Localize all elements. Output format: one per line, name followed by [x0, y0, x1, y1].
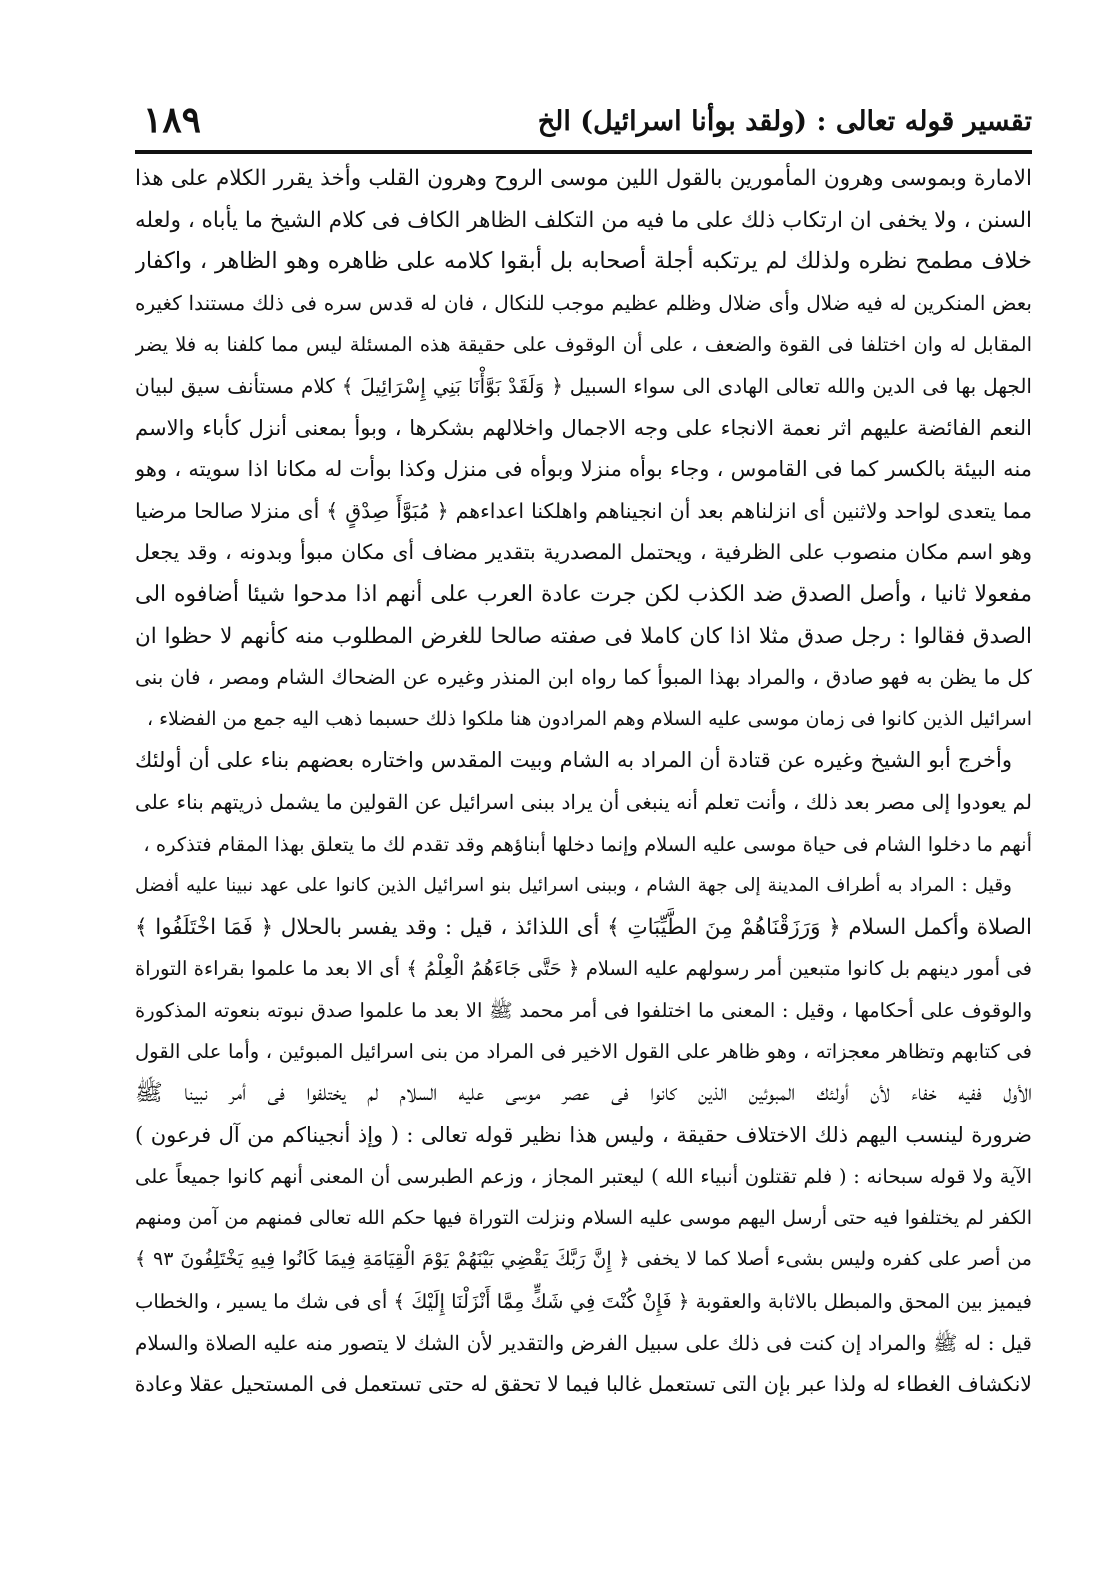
text-line: وهو اسم مكان منصوب على الظرفية ، ويحتمل المصدرية بتقدير مضاف أى مكان مبوأ وبدونه ، وقد يجعل	[135, 540, 1032, 565]
text-line: وقيل : المراد به أطراف المدينة إلى جهة الشام ، وببنى اسرائيل بنو اسرائيل الذين كانوا على عهد نبينا عليه أفضل	[135, 875, 1012, 897]
text-line: السنن ، ولا يخفى ان ارتكاب ذلك على ما فيه من التكلف الظاهر الكاف فى كلام الشيخ ما يأباه ، ولعله	[135, 207, 1032, 233]
text-line: منه البيئة بالكسر كما فى القاموس ، وجاء بوأه منزلا وبوأه فى منزل وكذا بوأت له مكانا اذا سويته ، وهو	[135, 457, 1032, 482]
text-line: وأخرج أبو الشيخ وغيره عن قتادة أن المراد به الشام وبيت المقدس واختاره بعضهم بناء على أن أولئك	[135, 748, 1012, 773]
text-line: اسرائيل الذين كانوا فى زمان موسى عليه السلام وهم المرادون هنا ملكوا ذلك حسبما ذهب اليه جمع من الفضلاء ،	[146, 707, 1032, 730]
text-line: أنهم ما دخلوا الشام فى حياة موسى عليه السلام وإنما دخلها أبناؤهم وقد تقدم لك ما يتعلق بهذا المقام فتذكره ،	[143, 832, 1032, 856]
text-line: النعم الفائضة عليهم اثر نعمة الانجاء على وجه الاجمال واخلالهم بشكرها ، وبوأ بمعنى أنزل كأباء والاسم	[135, 415, 1032, 440]
text-line: كل ما يظن به فهو صادق ، والمراد بهذا المبوأ كما رواه ابن المنذر وغيره عن الضحاك الشام ومصر ، فان بنى	[135, 665, 1032, 690]
text-line: فيميز بين المحق والمبطل بالاثابة والعقوبة ﴿ فَإِنْ كُنْتَ فِي شَكٍّ مِمَّا أَنْزَلْنَا إِلَيْكَ ﴾ أى فى شك ما يسير ، والخطاب	[135, 1290, 1032, 1314]
text-line: الصلاة وأكمل السلام ﴿ وَرَزَقْنَاهُمْ مِنَ الطَّيِّبَاتِ ﴾ أى اللذائذ ، قيل : وقد يفسر بالحلال ﴿ فَمَا اخْتَلَفُوا ﴾	[135, 914, 1032, 940]
text-line: ضرورة لينسب اليهم ذلك الاختلاف حقيقة ، وليس هذا نظير قوله تعالى : ( وإذ أنجيناكم من آل فرعون )	[135, 1122, 1032, 1147]
text-line: الامارة وبموسى وهرون المأمورين بالقول اللين موسى الروح وهرون القلب وأخذ يقرر الكلام على هذا	[135, 166, 1032, 191]
text-line: الصدق فقالوا : رجل صدق مثلا اذا كان كاملا فى صفته صالحا للغرض المطلوب منه كأنهم لا حظوا ان	[135, 623, 1032, 649]
text-line: قيل : له ﷺ والمراد إن كنت فى ذلك على سبيل الفرض والتقدير لأن الشك لا يتصور منه عليه الصلاة والسلام	[135, 1330, 1032, 1355]
text-line: مفعولا ثانيا ، وأصل الصدق ضد الكذب لكن جرت عادة العرب على أنهم اذا مدحوا شيئا أضافوه الى	[135, 581, 1032, 607]
text-line: والوقوف على أحكامها ، وقيل : المعنى ما اختلفوا فى أمر محمد ﷺ الا بعد ما علموا صدق نبوته بنعوته المذكورة	[135, 998, 1032, 1022]
text-line: المقابل له وان اختلفا فى القوة والضعف ، على أن الوقوف على حقيقة هذه المسئلة ليس مما كلفنا به فلا يضر	[135, 333, 1032, 357]
text-line: فى كتابهم وتظاهر معجزاته ، وهو ظاهر على القول الاخير فى المراد من بنى اسرائيل المبوئين ، وأما على القول	[135, 1040, 1032, 1064]
text-line: لم يعودوا إلى مصر بعد ذلك ، وأنت تعلم أنه ينبغى أن يراد ببنى اسرائيل عن القولين ما يشمل ذريتهم بناء على	[135, 789, 1032, 814]
page-number: ١٨٩	[143, 99, 202, 141]
page-header	[135, 99, 1032, 152]
text-line: الآية ولا قوله سبحانه : ( فلم تقتلون أنبياء الله ) ليعتبر المجاز ، وزعم الطبرسى أن المعنى أنهم كانوا جميعاً على	[135, 1165, 1032, 1189]
text-line: خلاف مطمح نظره ولذلك لم يرتكبه أجلة أصحابه بل أبقوا كلامه على ظاهره وهو الظاهر ، واكفار	[135, 248, 1032, 275]
text-line: من أصر على كفره وليس بشىء أصلا كما لا يخفى ﴿ إِنَّ رَبَّكَ يَقْضِي بَيْنَهُمْ يَوْمَ الْقِيَامَةِ فِيمَا كَانُوا فِيهِ يَخْتَلِفُونَ ٩٣ ﴾	[135, 1248, 1032, 1271]
text-line: بعض المنكرين له فيه ضلال وأى ضلال وظلم عظيم موجب للنكال ، فان له قدس سره فى ذلك مستندا كغيره	[135, 290, 1032, 315]
text-line: الأول ففيه خفاء لأن أولئك المبوئين الذين كانوا فى عصر موسى عليه السلام لم يختلفوا فى أمر نبينا ﷺ	[135, 1080, 1032, 1107]
text-line: مما يتعدى لواحد ولاثنين أى انزلناهم بعد أن انجيناهم واهلكنا اعداءهم ﴿ مُبَوَّأَ صِدْقٍ ﴾ أى منزلا صالحا مرضيا	[135, 498, 1032, 523]
text-line: الكفر لم يختلفوا فيه حتى أرسل اليهم موسى عليه السلام ونزلت التوراة فيها حكم الله تعالى فمنهم من آمن ومنهم	[135, 1206, 1032, 1229]
text-line: فى أمور دينهم بل كانوا متبعين أمر رسولهم عليه السلام ﴿ حَتَّى جَاءَهُمُ الْعِلْمُ ﴾ أى الا بعد ما علموا بقراءة التوراة	[135, 957, 1032, 981]
running-title: تقسير قوله تعالى : (ولقد بوأنا اسرائيل) الخ	[537, 106, 1032, 137]
body-text	[135, 158, 1032, 1406]
header-rule	[135, 150, 1032, 154]
text-line: الجهل بها فى الدين والله تعالى الهادى الى سواء السبيل ﴿ وَلَقَدْ بَوَّأْنَا بَنِي إِسْرَائِيلَ ﴾ كلام مستأنف سيق لبيان	[135, 373, 1032, 398]
text-line: لانكشاف الغطاء له ولذا عبر بإن التى تستعمل غالبا فيما لا تحقق له حتى تستعمل فى المستحيل عقلا وعادة	[135, 1372, 1032, 1397]
